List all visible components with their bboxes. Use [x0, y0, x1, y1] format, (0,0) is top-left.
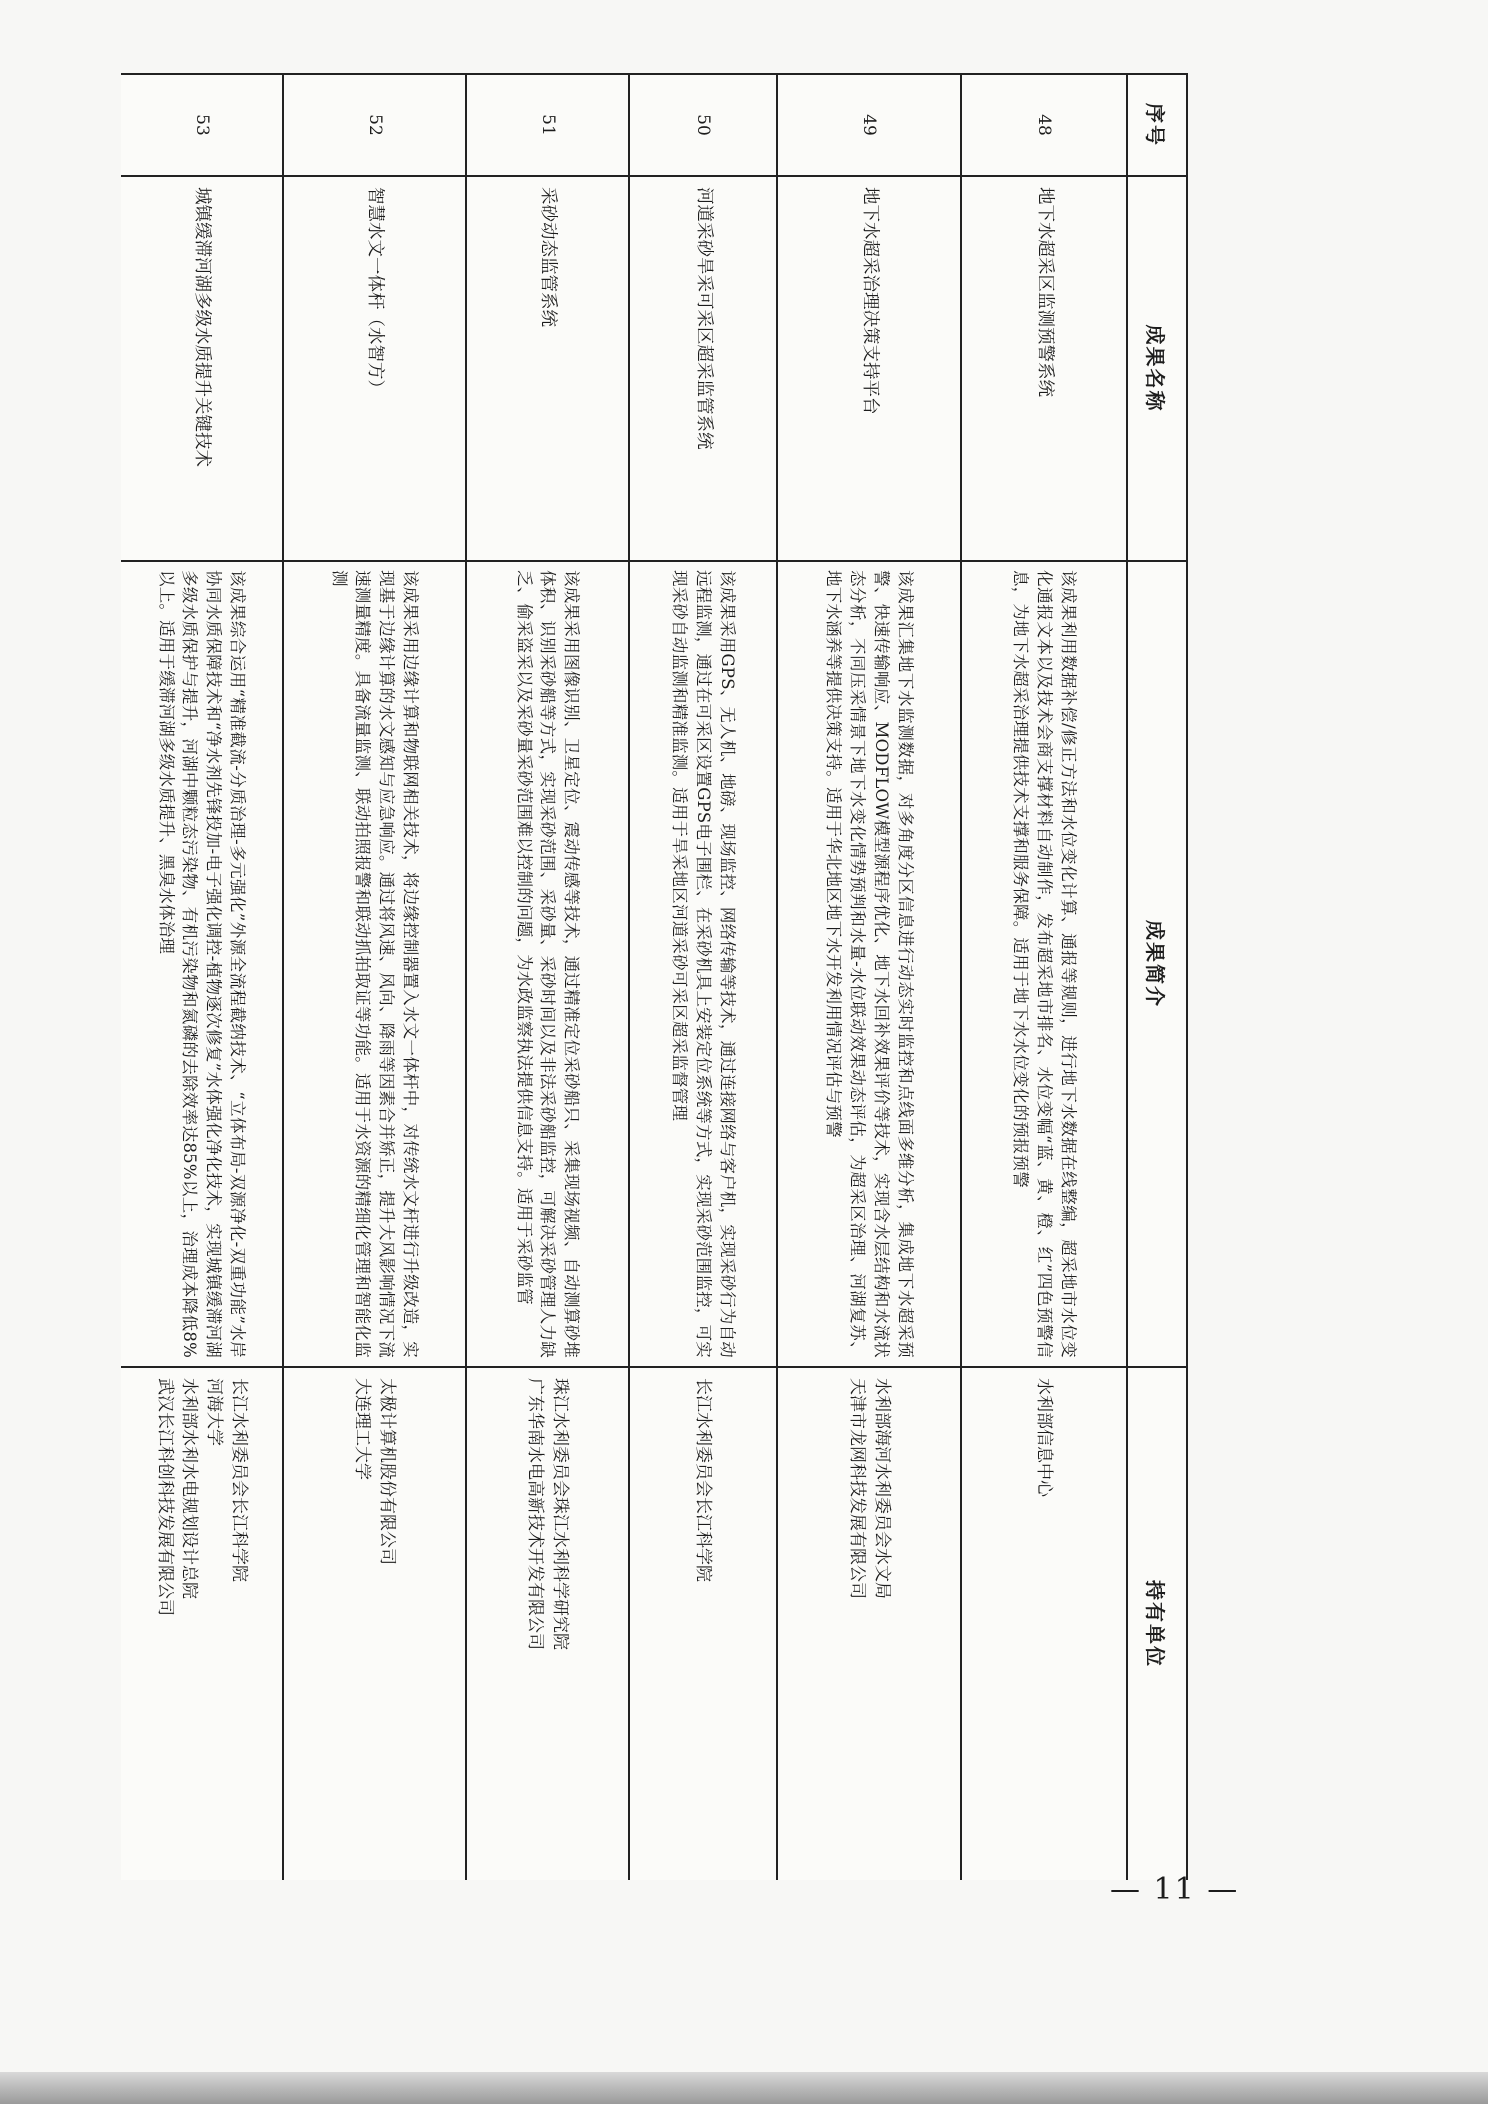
header-owner: 持有单位	[1127, 1367, 1187, 1880]
row-seq: 53	[121, 74, 283, 176]
row-seq: 48	[961, 74, 1127, 176]
table-row	[777, 74, 961, 1880]
row-name: 河道采砂旱采可采区超采监管系统	[629, 176, 777, 561]
owner-line: 大连理工大学	[352, 1378, 373, 1480]
row-owner	[466, 1367, 629, 1880]
page-number: — 11 —	[1110, 1872, 1240, 1907]
row-intro: 该成果综合运用“精准截流-分质治理-多元强化”外源全流程截纳技术、“立体布局-双源净化-双重功能”水岸协同水质保障技术和“净水剂先锋投加-电子强化调控-植物逐次修复”水体强化净化技术，实现城镇缓滞河湖多级水质保护与提升，河湖中颗粒态污染物、有机污染物和氮磷的去除效率达85%以上，治理成本降低8%以上。适用于缓滞河湖多级水质提升、黑臭水体治理	[121, 561, 283, 1367]
row-intro: 该成果采用图像识别、卫星定位、震动传感等技术，通过精准定位采砂船只、采集现场视频、自动测算砂堆体积、识别采砂船等方式，实现采砂范围、采砂量、采砂时间以及非法采砂船监控，可解决采砂管理人力缺乏、偷采盗采以及采砂量采砂范围难以控制的问题，为水政监察执法提供信息支持。适用于采砂监管	[466, 561, 629, 1367]
row-intro: 该成果采用GPS、无人机、地磅、现场监控、网络传输等技术，通过连接网络与客户机，实现采砂行为自动远程监测，通过在可采区设置GPS电子围栏、在采砂机具上安装定位系统等方式，实现采砂范围监控，可实现采砂自动监测和精准监测。适用于旱采地区河道采砂可采区超采监督管理	[629, 561, 777, 1367]
row-name: 智慧水文一体杆（水智方）	[283, 176, 466, 561]
owner-line: 水利部海河水利委员会水文局	[871, 1378, 892, 1599]
owner-line: 长江水利委员会长江科学院	[228, 1378, 249, 1582]
table-row	[283, 74, 466, 1880]
table-row	[466, 74, 629, 1880]
row-seq: 50	[629, 74, 777, 176]
achievement-table	[121, 73, 1188, 1880]
owner-line: 水利部信息中心	[1034, 1378, 1055, 1497]
row-name: 地下水超采治理决策支持平台	[777, 176, 961, 561]
owner-line: 水利部水利水电规划设计总院	[179, 1378, 200, 1599]
owner-line: 河海大学	[204, 1378, 225, 1446]
row-name: 采砂动态监管系统	[466, 176, 629, 561]
table-row	[961, 74, 1127, 1880]
row-owner	[283, 1367, 466, 1880]
row-intro: 该成果汇集地下水监测数据，对多角度分区信息进行动态实时监控和点线面多维分析，集成地下水超采预警、快速传输响应、MODFLOW模型源程序优化、地下水回补效果评价等技术，实现含水层结构和水流状态分析，不同压采情景下地下水变化情势预判和水量-水位联动效果动态评估，为超采区治理、河湖复苏、地下水涵养等提供决策支持。适用于华北地区地下水开发利用情况评估与预警	[777, 561, 961, 1367]
owner-line: 广东华南水电高新技术开发有限公司	[525, 1378, 546, 1650]
row-owner	[777, 1367, 961, 1880]
owner-line: 武汉长江科创科技发展有限公司	[154, 1378, 175, 1616]
table-row	[121, 74, 283, 1880]
header-seq: 序号	[1127, 74, 1187, 176]
row-seq: 51	[466, 74, 629, 176]
owner-line: 珠江水利委员会珠江水利科学研究院	[550, 1378, 571, 1650]
owner-line: 天津市龙网科技发展有限公司	[847, 1378, 867, 1599]
owner-line: 长江水利委员会长江科学院	[693, 1378, 714, 1582]
row-name: 地下水超采区监测预警系统	[961, 176, 1127, 561]
row-intro: 该成果采用边缘计算和物联网相关技术，将边缘控制器置入水文一体杆中，对传统水文杆进行升级改造，实现基于边缘计算的水文感知与应急响应。通过将风速、风向、降雨等因素合并矫正，提升大风影响情况下流速测量精度。具备流量监测、联动拍照报警和联动抓拍取证等功能。适用于水资源的精细化管理和智能化监测	[283, 561, 466, 1367]
row-seq: 52	[283, 74, 466, 176]
scan-edge	[0, 2072, 1488, 2104]
row-seq: 49	[777, 74, 961, 176]
row-name: 城镇缓滞河湖多级水质提升关键技术	[121, 176, 283, 561]
row-owner	[961, 1367, 1127, 1880]
row-owner	[121, 1367, 283, 1880]
header-name: 成果名称	[1127, 176, 1187, 561]
table-header-row	[1127, 74, 1187, 1880]
rotated-table-frame	[121, 73, 1188, 1880]
owner-line: 太极计算机股份有限公司	[377, 1378, 398, 1565]
table-row	[629, 74, 777, 1880]
header-intro: 成果简介	[1127, 561, 1187, 1367]
row-owner	[629, 1367, 777, 1880]
rotated-table-content	[121, 73, 1188, 1880]
row-intro: 该成果利用数据补偿/修正方法和水位变化计算、通报等规则，进行地下水数据在线整编，超采地市水位变化通报文本以及技术会商支撑材料自动制作，发布超采地市排名、水位变幅“蓝、黄、橙、红”四色预警信息，为地下水超采治理提供技术支撑和服务保障。适用于地下水水位变化的预报预警	[961, 561, 1127, 1367]
